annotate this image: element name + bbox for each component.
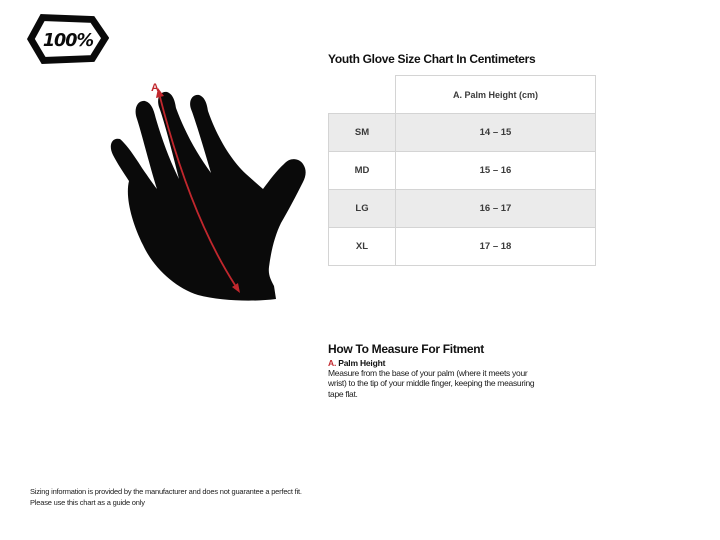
- table-corner-cell: [329, 76, 396, 114]
- 100-percent-logo-icon: [27, 13, 109, 65]
- size-label: LG: [329, 190, 396, 228]
- measure-letter: A.: [328, 358, 337, 368]
- measure-label: [328, 358, 385, 368]
- glove-silhouette-icon: [105, 75, 315, 315]
- table-row: [329, 114, 596, 152]
- disclaimer: [30, 486, 302, 508]
- glove-diagram: [105, 75, 315, 320]
- size-label: SM: [329, 114, 396, 152]
- table-header-row: [329, 76, 596, 114]
- disclaimer-line-2: Please use this chart as a guide only: [30, 498, 145, 507]
- palm-height-value: 14 – 15: [396, 114, 596, 152]
- disclaimer-line-1: Sizing information is provided by the manufacturer and does not guarantee a perfect fit.: [30, 487, 302, 496]
- brand-logo: [27, 13, 109, 70]
- logo-text: 100%: [42, 30, 94, 51]
- palm-height-value: 16 – 17: [396, 190, 596, 228]
- palm-height-value: 15 – 16: [396, 152, 596, 190]
- measure-instructions: Measure from the base of your palm (where it meets your wrist) to the tip of your middle finger, keeping the measuring tape flat.: [328, 368, 535, 399]
- size-chart-title: Youth Glove Size Chart In Centimeters: [328, 52, 536, 66]
- measurement-letter-label: A: [151, 82, 159, 94]
- palm-height-value: 17 – 18: [396, 228, 596, 266]
- palm-height-column-header: A. Palm Height (cm): [396, 76, 596, 114]
- fitment-heading: How To Measure For Fitment: [328, 342, 484, 356]
- measure-name: Palm Height: [338, 358, 386, 368]
- table-row: [329, 152, 596, 190]
- size-label: MD: [329, 152, 396, 190]
- size-chart-table: [328, 75, 596, 266]
- table-row: [329, 190, 596, 228]
- hand-silhouette: [111, 92, 306, 301]
- size-label: XL: [329, 228, 396, 266]
- table-row: [329, 228, 596, 266]
